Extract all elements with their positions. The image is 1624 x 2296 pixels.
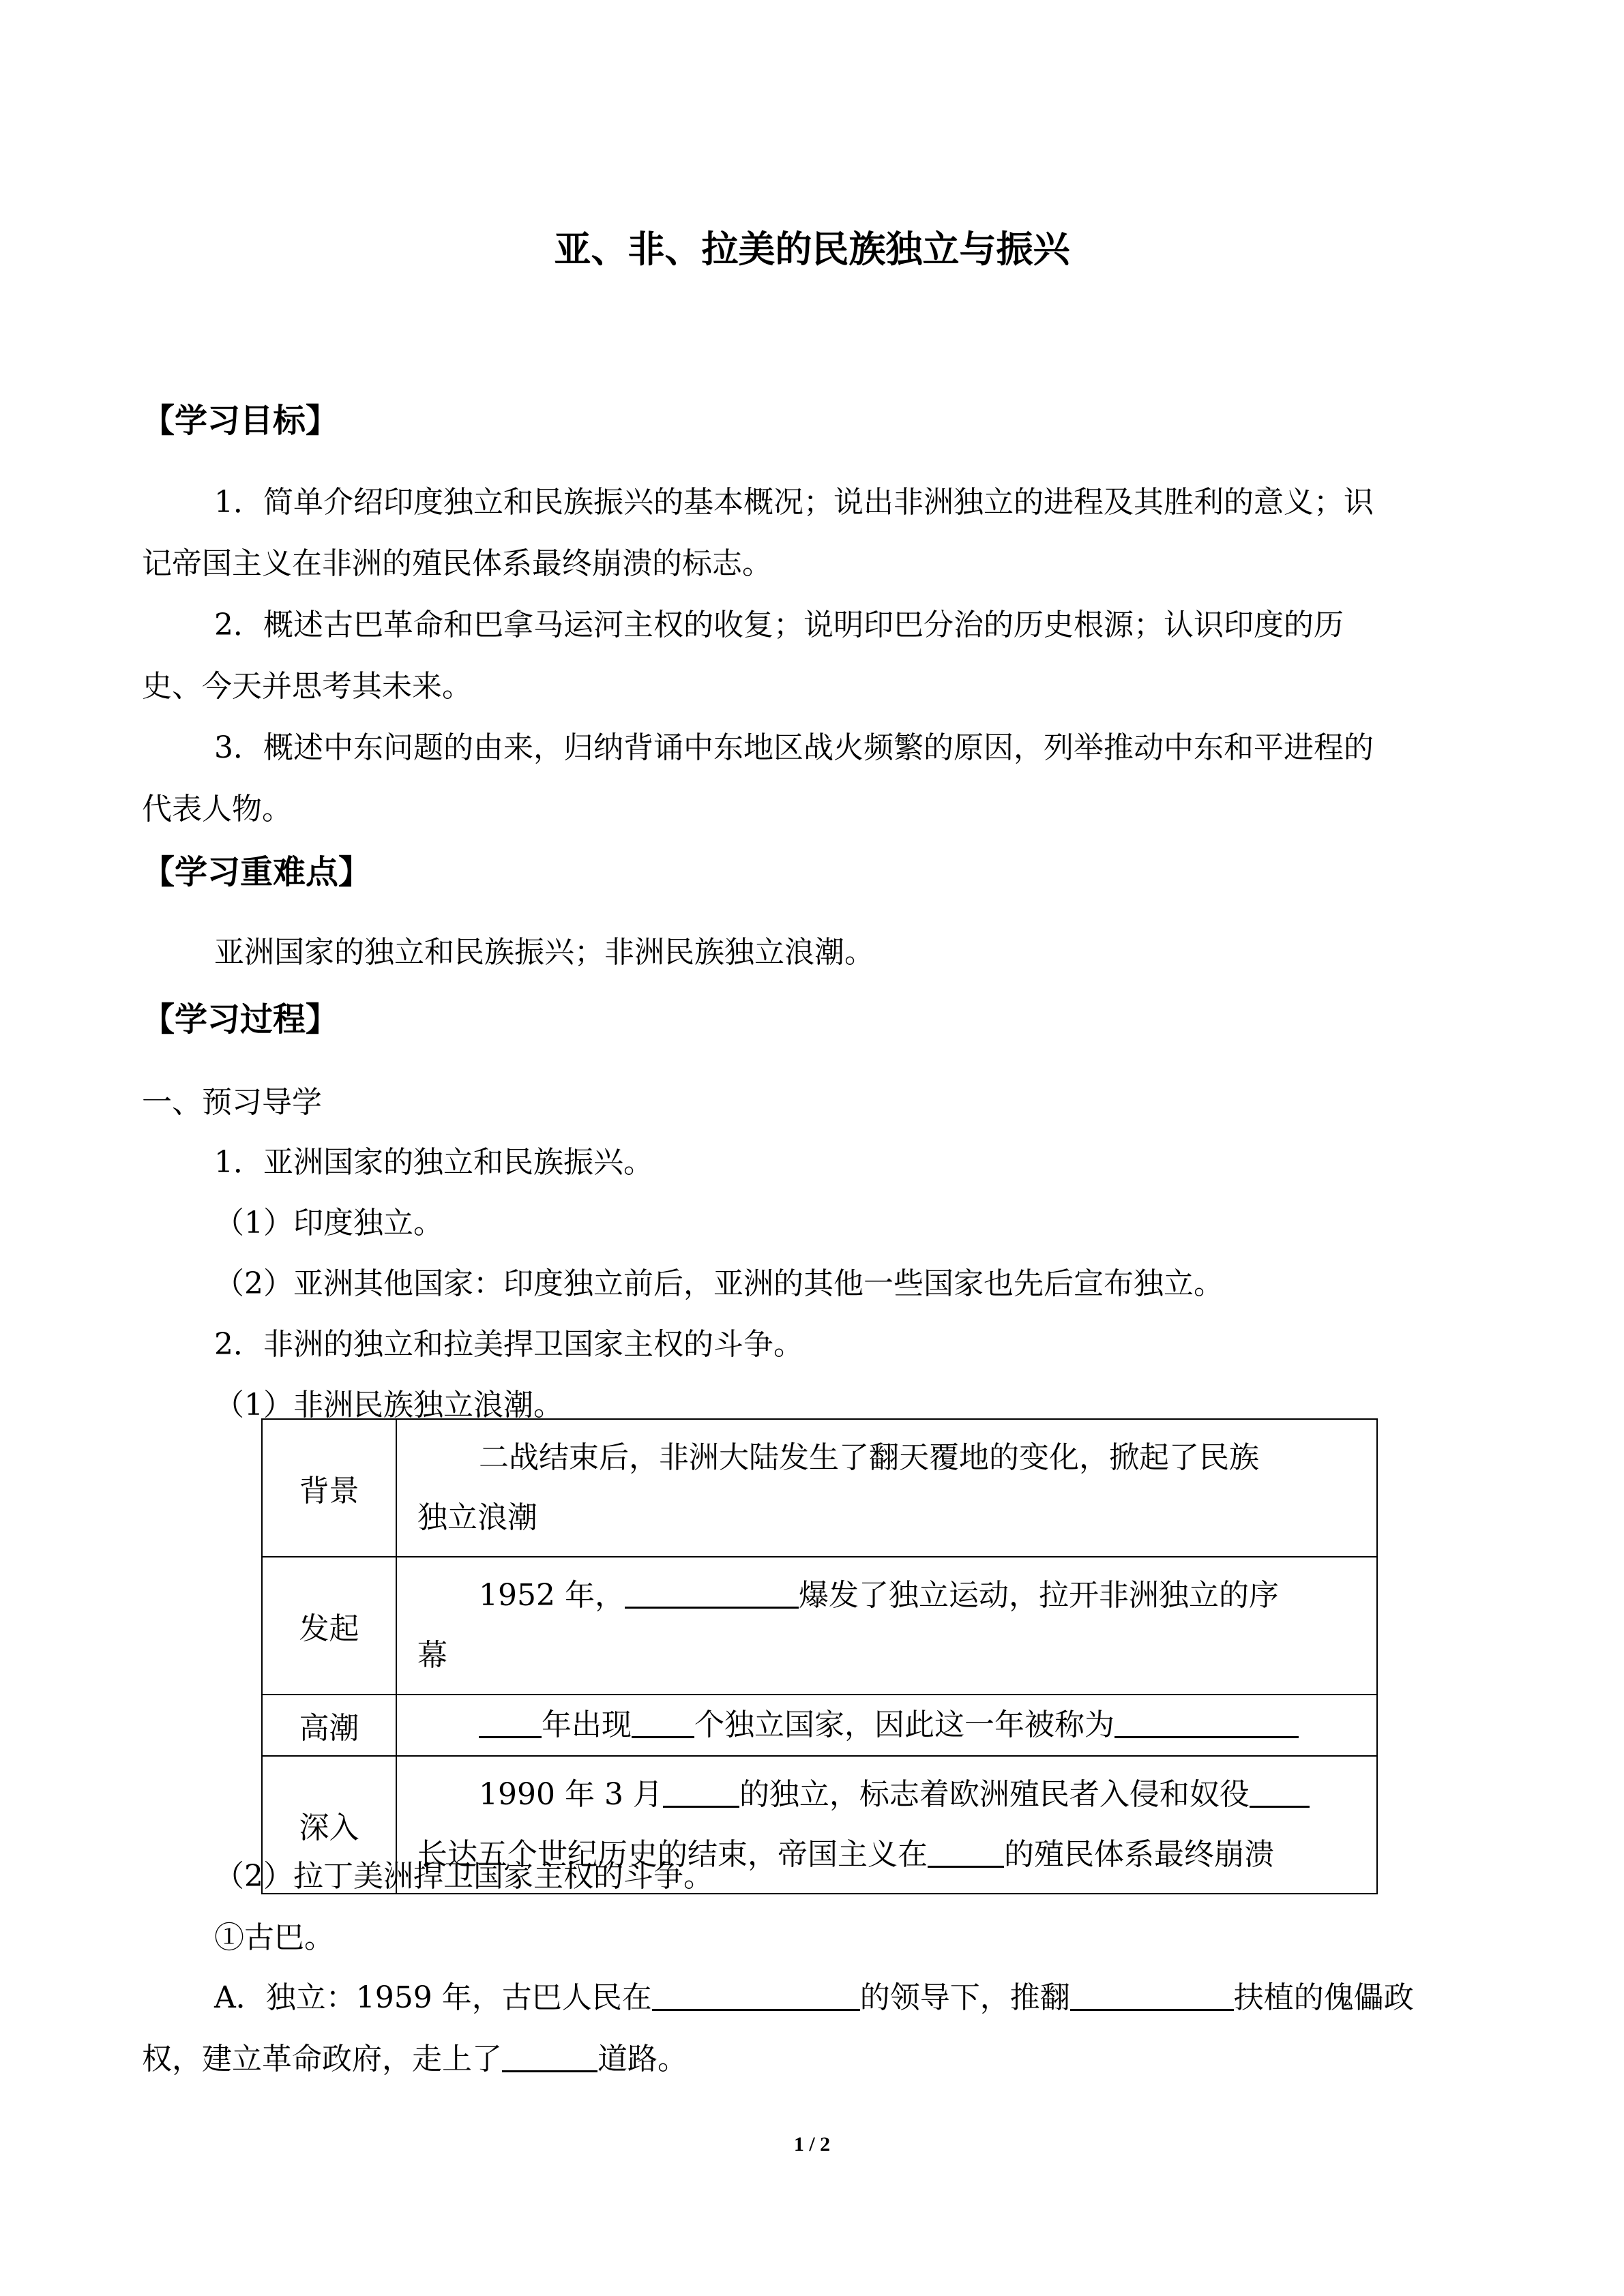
- item-2-2: （2）拉丁美洲捍卫国家主权的斗争。: [214, 1859, 713, 1894]
- table-text: 1990 年 3 月: [479, 1777, 663, 1812]
- fill-blank[interactable]: [502, 2040, 597, 2072]
- fill-blank[interactable]: [632, 1706, 694, 1738]
- table-text: 1952 年，: [479, 1578, 625, 1613]
- item-1-1: （1）印度独立。: [214, 1206, 443, 1240]
- table-row: [262, 1557, 1377, 1695]
- table-text: 年出现: [542, 1708, 632, 1742]
- table-cell-label: 深入: [262, 1756, 396, 1894]
- item-1: 1．亚洲国家的独立和民族振兴。: [214, 1145, 653, 1180]
- text-segment: 扶植的傀儡政: [1233, 1980, 1414, 2015]
- item-2: 2．非洲的独立和拉美捍卫国家主权的斗争。: [214, 1327, 803, 1362]
- fill-blank[interactable]: [652, 1979, 860, 2011]
- text-segment: A．独立：1959 年，古巴人民在: [214, 1980, 652, 2015]
- item-2-1: （1）非洲民族独立浪潮。: [214, 1388, 563, 1422]
- table-text-line: 幕: [417, 1638, 447, 1673]
- fill-blank[interactable]: [663, 1776, 739, 1808]
- objectives-heading: 【学习目标】: [142, 402, 339, 440]
- table-cell-label: 发起: [262, 1557, 396, 1695]
- independence-table: [261, 1418, 1378, 1894]
- fill-blank[interactable]: [1114, 1706, 1299, 1738]
- table-text: 个独立国家，因此这一年被称为: [694, 1708, 1114, 1742]
- fill-blank[interactable]: [1070, 1979, 1234, 2011]
- table-row: [262, 1695, 1377, 1756]
- fill-blank[interactable]: [479, 1706, 542, 1738]
- text-segment: 的领导下，推翻: [859, 1980, 1070, 2015]
- objective-3-line-2: 代表人物。: [142, 792, 292, 826]
- table-cell-content: [396, 1557, 1377, 1695]
- fill-blank[interactable]: [625, 1577, 799, 1609]
- page-number: 1 / 2: [793, 2133, 831, 2156]
- objective-1-line-1: 1．简单介绍印度独立和民族振兴的基本概况；说出非洲独立的进程及其胜利的意义；识: [214, 485, 1374, 520]
- table-cell-content: [396, 1695, 1377, 1756]
- process-heading: 【学习过程】: [142, 1000, 339, 1039]
- cuba-heading: ①古巴。: [214, 1920, 334, 1955]
- table-row: [262, 1419, 1377, 1557]
- table-cell-label: 背景: [262, 1419, 396, 1557]
- table-text: 爆发了独立运动，拉开非洲独立的序: [798, 1578, 1279, 1613]
- table-cell-label: 高潮: [262, 1695, 396, 1756]
- table-text-line: 二战结束后，非洲大陆发生了翻天覆地的变化，掀起了民族: [479, 1440, 1259, 1475]
- cuba-a-line-1: [214, 1973, 1414, 2016]
- table-text-line: 独立浪潮: [417, 1500, 537, 1535]
- fill-blank[interactable]: [1250, 1776, 1310, 1808]
- table-text: 的殖民体系最终崩溃: [1004, 1837, 1274, 1872]
- keypoints-text: 亚洲国家的独立和民族振兴；非洲民族独立浪潮。: [214, 935, 874, 970]
- objective-3-line-1: 3．概述中东问题的由来，归纳背诵中东地区战火频繁的原因，列举推动中东和平进程的: [214, 730, 1374, 765]
- text-segment: 权，建立革命政府，走上了: [142, 2042, 502, 2076]
- table-cell-content: [396, 1419, 1377, 1557]
- part-1-heading: 一、预习导学: [142, 1085, 322, 1120]
- objective-2-line-1: 2．概述古巴革命和巴拿马运河主权的收复；说明印巴分治的历史根源；认识印度的历: [214, 608, 1344, 642]
- cuba-a-line-2: [142, 2034, 688, 2078]
- fill-blank[interactable]: [928, 1836, 1004, 1868]
- objective-2-line-2: 史、今天并思考其未来。: [142, 669, 472, 704]
- table-text: 的独立，标志着欧洲殖民者入侵和奴役: [739, 1777, 1250, 1812]
- objective-1-line-2: 记帝国主义在非洲的殖民体系最终崩溃的标志。: [142, 546, 772, 581]
- table-text: 长达五个世纪历史的结束，帝国主义在: [417, 1837, 928, 1872]
- item-1-2: （2）亚洲其他国家：印度独立前后，亚洲的其他一些国家也先后宣布独立。: [214, 1266, 1224, 1301]
- keypoints-heading: 【学习重难点】: [142, 853, 372, 891]
- text-segment: 道路。: [597, 2042, 688, 2076]
- page-title: 亚、非、拉美的民族独立与振兴: [554, 228, 1070, 271]
